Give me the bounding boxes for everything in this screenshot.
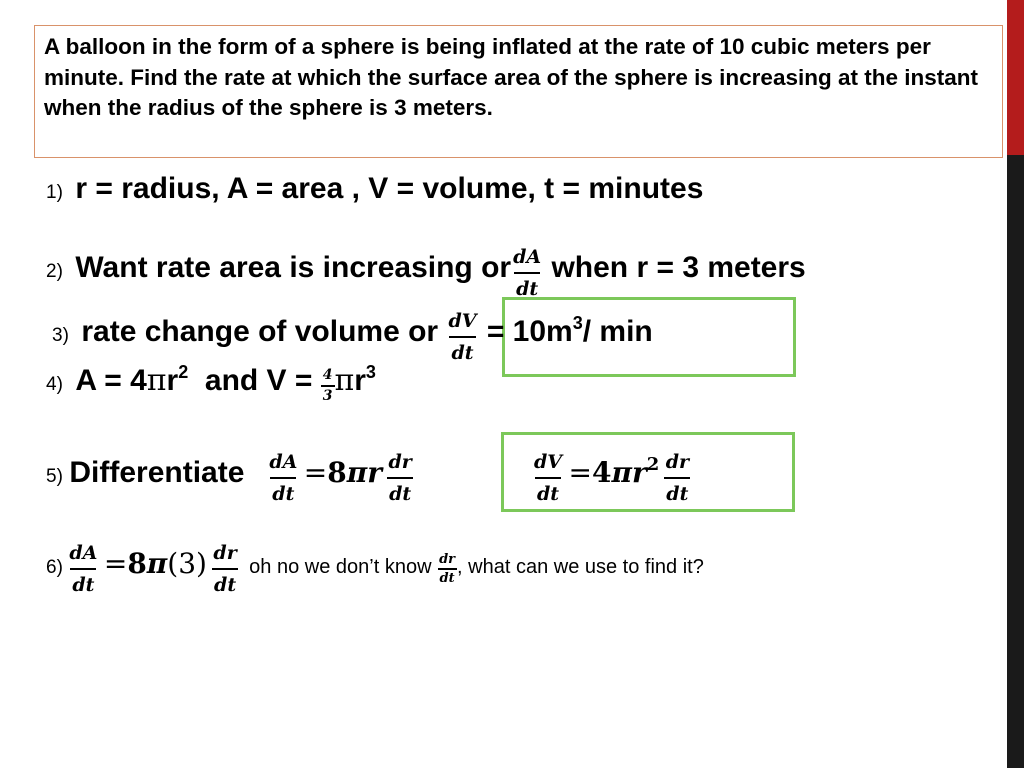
step-text: r = radius, A = area , V = volume, t = minutes [75,172,704,205]
step-1 [46,172,703,206]
equation-dA-dt: $\frac{dA}{dt}$ =8πr $\frac{dr}{dt}$ [267,469,413,486]
question-text: oh no we don’t know [249,556,438,579]
equation-dV-dt: $\frac{dV}{dt}$ $=4\pi r^2$ $\frac{dr}{dt}$ [532,447,691,509]
pi-symbol: π [334,363,355,398]
step-2 [46,242,806,304]
fraction-dV-dt: $\frac{dV}{dt}$ [446,306,478,368]
step-number: 4) [46,374,63,395]
pi-symbol: π [146,363,167,398]
step-5 [46,447,414,509]
side-bar-accent [1007,0,1024,155]
differentiate-label: Differentiate [69,456,245,490]
step-number: 2) [46,261,63,283]
step-4: 4) $A = 4\pi r^2$ and V = $\frac{4}{3}$ $\pi r^3$ [46,362,376,404]
step-number: 6) [46,557,63,579]
fraction-4-3: $\frac{4}{3}$ [322,366,333,404]
problem-statement: A balloon in the form of a sphere is being inflated at the rate of 10 cubic meters per minute. Find the rate at which the surface area of the sphere is increasing at the instant when the radius of the sphere is 3 meters. [34,25,1003,158]
step-number: 5) [46,466,63,488]
fraction-dr-dt: $\frac{dr}{dt}$ [211,538,238,600]
step-3: 3) rate change of volume or $\frac{dV}{dt}$ = $10m^3/$ min [52,306,653,368]
fraction-dr-dt-small: $\frac{dr}{dt}$ [439,552,456,586]
step-6: 6) $\frac{dA}{dt}$ =8π(3) $\frac{dr}{dt}$ oh no we don’t know $\frac{dr}{dt}$ , what can we use to find it? [46,538,704,600]
step-number: 1) [46,182,63,203]
step-text-suffix: when r = 3 meters [543,251,806,285]
question-text-suffix: , what can we use to find it? [457,556,704,579]
side-bar [1007,0,1024,768]
fraction-dA-dt: $\frac{dA}{dt}$ [511,242,543,304]
step-number: 3) [52,325,69,347]
step-text: Want rate area is increasing or [75,251,512,285]
step-text: rate change of volume or [81,315,447,349]
